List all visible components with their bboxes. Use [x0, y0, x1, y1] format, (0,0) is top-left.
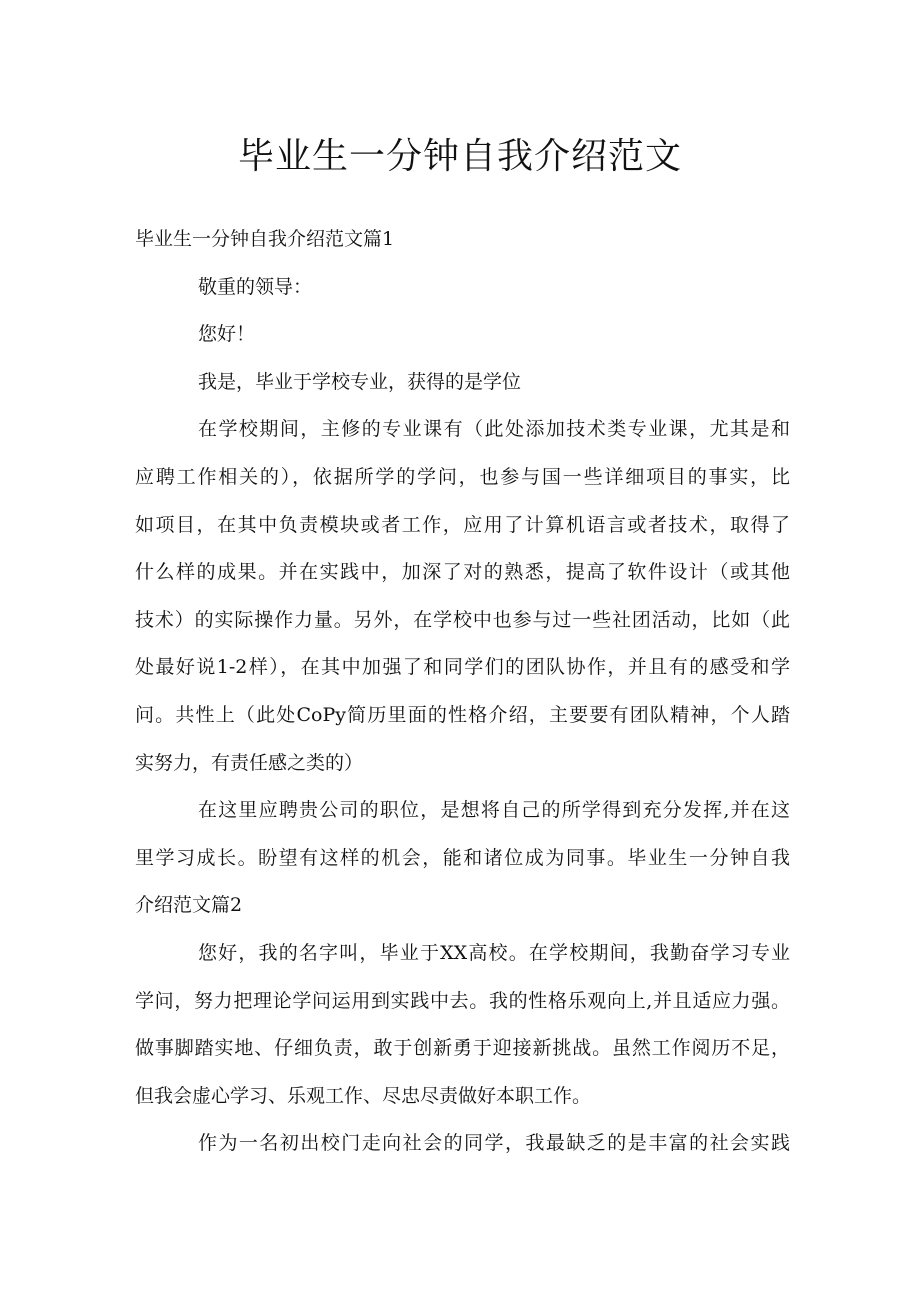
- paragraph-line: 实努力，有责任感之类的）: [135, 751, 364, 774]
- document-body: [135, 216, 790, 1168]
- paragraph-line: 处最好说1-2样），在其中加强了和同学们的团队协作，并且有的感受和学: [135, 656, 790, 679]
- paragraph-line: 在这里应聘贵公司的职位，是想将自己的所学得到充分发挥,并在这: [198, 799, 790, 822]
- paragraph-line: 应聘工作相关的），依据所学的学问，也参与国一些详细项目的事实，比: [135, 465, 790, 488]
- paragraph-line: 如项目，在其中负责模块或者工作，应用了计算机语言或者技术，取得了: [135, 513, 790, 536]
- document-title: 毕业生一分钟自我介绍范文: [237, 136, 682, 177]
- section-heading: 毕业生一分钟自我介绍范文篇1: [135, 228, 395, 250]
- salutation: 敬重的领导：: [198, 275, 313, 298]
- paragraph-line: 我是，毕业于学校专业，获得的是学位: [198, 370, 522, 393]
- paragraph-line: 学问，努力把理论学问运用到实践中去。我的性格乐观向上,并且适应力强。: [135, 989, 790, 1012]
- greeting: 您好！: [198, 323, 256, 346]
- paragraph-line: 问。共性上（此处CoPy简历里面的性格介绍，主要要有团队精神，个人踏: [135, 703, 790, 726]
- paragraph-line: 做事脚踏实地、仔细负责，敢于创新勇于迎接新挑战。虽然工作阅历不足，: [135, 1037, 790, 1060]
- paragraph-line: 在学校期间，主修的专业课有（此处添加技术类专业课，尤其是和: [198, 418, 790, 441]
- paragraph-line: 什么样的成果。并在实践中，加深了对的熟悉，提高了软件设计（或其他: [135, 561, 790, 584]
- paragraph-line: 您好，我的名字叫，毕业于XX高校。在学校期间，我勤奋学习专业: [198, 941, 790, 964]
- paragraph-line: 技术）的实际操作力量。另外，在学校中也参与过一些社团活动，比如（此: [135, 608, 790, 631]
- paragraph-line: 但我会虚心学习、乐观工作、尽忠尽责做好本职工作。: [135, 1084, 592, 1107]
- paragraph-line: 里学习成长。盼望有这样的机会，能和诸位成为同事。毕业生一分钟自我: [135, 846, 790, 869]
- section-heading: 介绍范文篇2: [135, 894, 243, 917]
- paragraph-line: 作为一名初出校门走向社会的同学，我最缺乏的是丰富的社会实践: [198, 1132, 790, 1155]
